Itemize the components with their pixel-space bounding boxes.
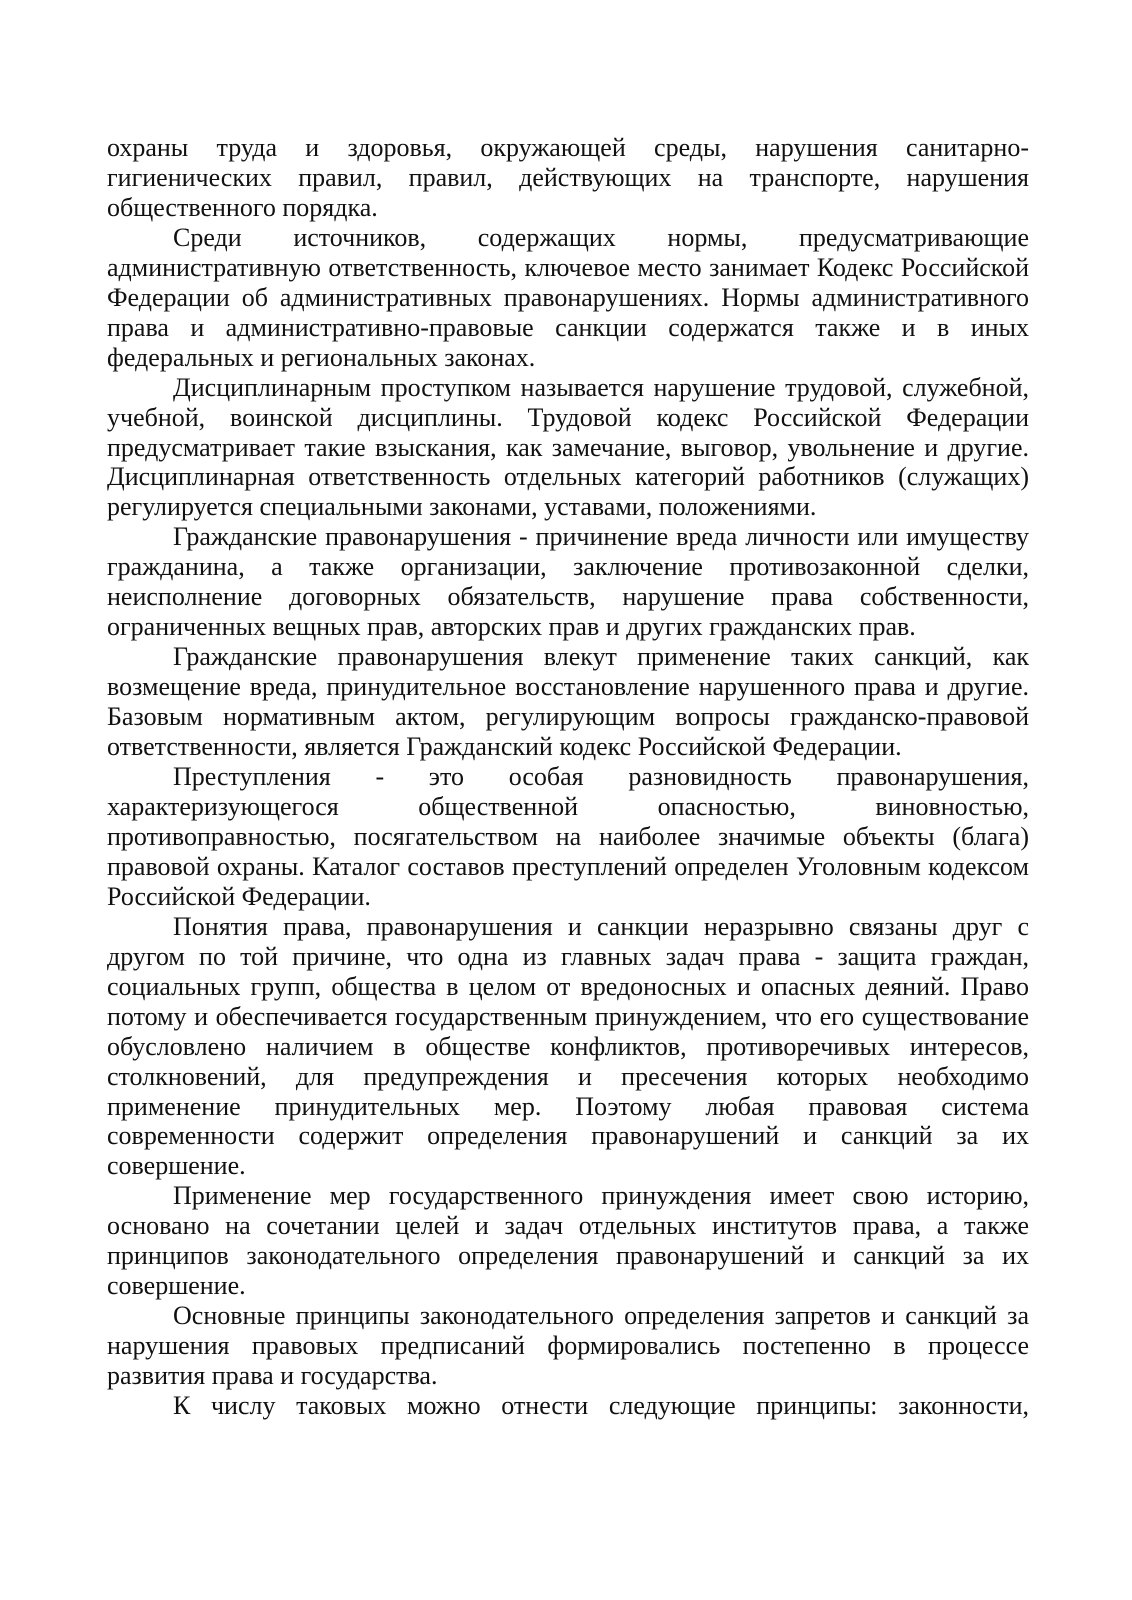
- paragraph-law-and-sanctions: Понятия права, правонарушения и санкции неразрывно связаны друг с другом по той причине, что одна из главных задач права - защита граждан, социальных групп, общества в целом от вредоносных и опасных деяний. Право потому и обеспечивается государственным принуждением, что его существование обусловлено наличием в обществе конфликтов, противоречивых интересов, столкновений, для предупреждения и пресечения которых необходимо применение принудительных мер. Поэтому любая правовая система современности содержит определения правонарушений и санкций за их совершение.: [107, 911, 1029, 1181]
- paragraph-state-coercion: Применение мер государственного принуждения имеет свою историю, основано на сочетании целей и задач отдельных институтов права, а также принципов законодательного определения правонарушений и санкций за их совершение.: [107, 1181, 1029, 1301]
- paragraph-sources-of-administrative-law: Среди источников, содержащих нормы, предусматривающие административную ответственность, ключевое место занимает Кодекс Российской Федерации об административных правонарушениях. Нормы административного права и административно-правовые санкции содержатся также и в иных федеральных и региональных законах.: [107, 222, 1029, 372]
- paragraph-disciplinary-offence: Дисциплинарным проступком называется нарушение трудовой, служебной, учебной, воинской дисциплины. Трудовой кодекс Российской Федерации предусматривает такие взыскания, как замечание, выговор, увольнение и другие. Дисциплинарная ответственность отдельных категорий работников (служащих) регулируется специальными законами, уставами, положениями.: [107, 372, 1029, 522]
- paragraph-crimes: Преступления - это особая разновидность правонарушения, характеризующегося общественной опасностью, виновностью, противоправностью, посягательством на наиболее значимые объекты (блага) правовой охраны. Каталог составов преступлений определен Уголовным кодексом Российской Федерации.: [107, 762, 1029, 911]
- paragraph-civil-offences: Гражданские правонарушения - причинение вреда личности или имуществу гражданина, а также организации, заключение противозаконной сделки, неисполнение договорных обязательств, нарушение права собственности, ограниченных вещных прав, авторских прав и других гражданских прав.: [107, 522, 1029, 642]
- paragraph-basic-principles: Основные принципы законодательного определения запретов и санкций за нарушения правовых предписаний формировались постепенно в процессе развития права и государства.: [107, 1301, 1029, 1391]
- paragraph-list-of-principles: К числу таковых можно отнести следующие принципы: законности,: [173, 1391, 1029, 1421]
- document-page: [107, 133, 1029, 1421]
- paragraph-continued: охраны труда и здоровья, окружающей среды, нарушения санитарно-гигиенических правил, правил, действующих на транспорте, нарушения общественного порядка.: [107, 133, 1029, 222]
- paragraph-civil-sanctions: Гражданские правонарушения влекут применение таких санкций, как возмещение вреда, принудительное восстановление нарушенного права и другие. Базовым нормативным актом, регулирующим вопросы гражданско-правовой ответственности, является Гражданский кодекс Российской Федерации.: [107, 642, 1029, 762]
